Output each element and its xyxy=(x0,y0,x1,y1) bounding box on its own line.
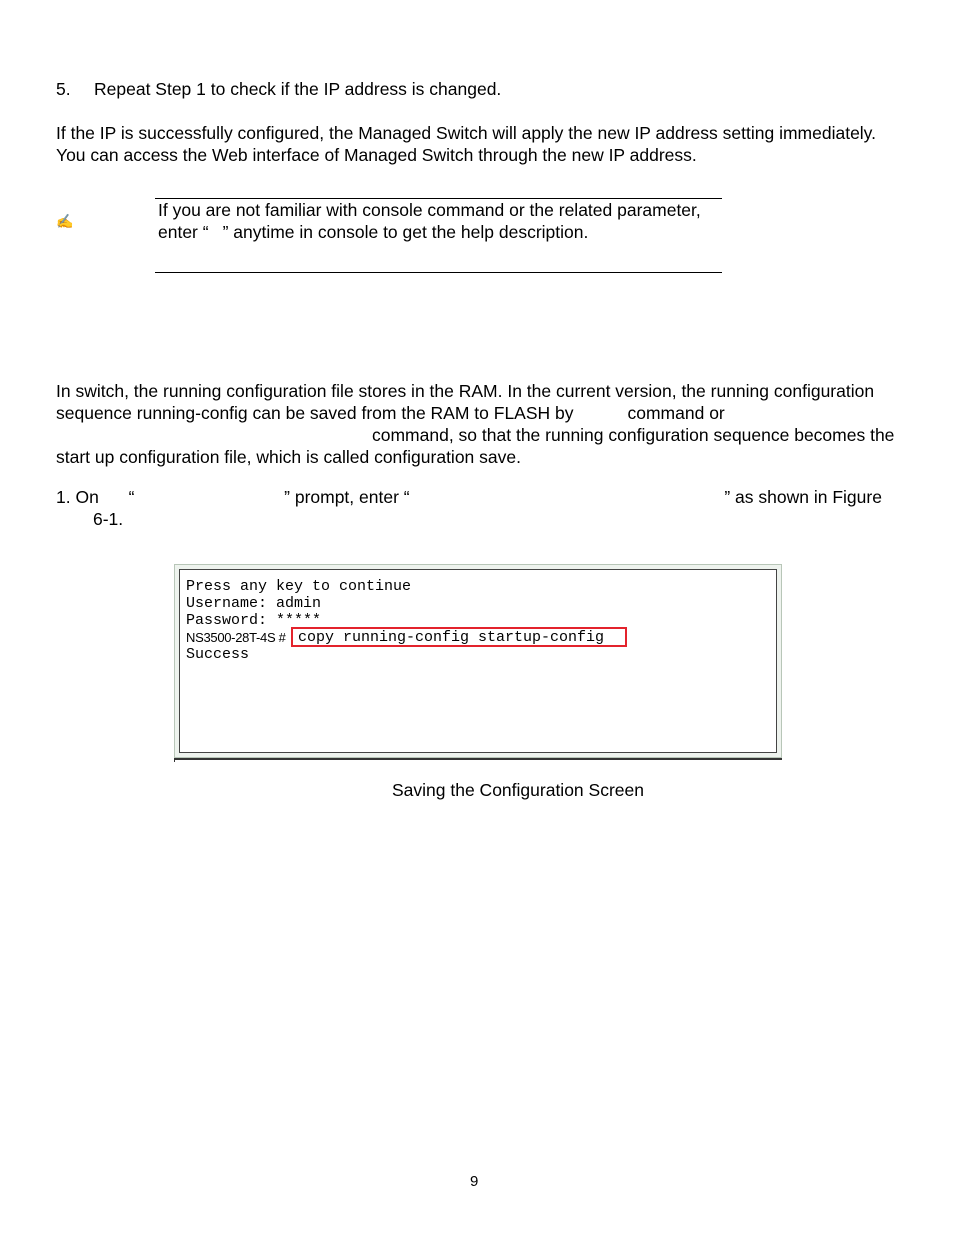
figure-rule xyxy=(174,758,782,760)
terminal-line-password: Password: ***** xyxy=(186,612,322,629)
paragraph-config-save-part3: command, so that the running configuration sequence becomes the start up configuration file, which is called configuration save. xyxy=(56,425,895,467)
terminal-prompt: NS3500-28T-4S # xyxy=(186,630,286,645)
list-item-1-figure-ref: ” as shown in Figure xyxy=(724,487,882,507)
note-text-part1: If you are not familiar with console command or the related parameter, enter “ xyxy=(158,200,701,242)
list-item-1-part1: 1. On xyxy=(56,487,99,507)
list-item-1-prompt-enter: ” prompt, enter “ xyxy=(284,487,410,507)
step-number: 5. xyxy=(56,79,71,99)
paragraph-config-save xyxy=(56,380,906,468)
list-item-1-open-quote: “ xyxy=(128,487,135,507)
figure-caption: Saving the Configuration Screen xyxy=(392,780,644,800)
terminal-window xyxy=(174,564,782,758)
page-number: 9 xyxy=(470,1173,479,1190)
terminal-screen xyxy=(179,569,777,753)
terminal-line-success: Success xyxy=(186,646,250,663)
terminal-line-press-key: Press any key to continue xyxy=(186,578,412,595)
list-item-1-cont: 6-1. xyxy=(93,509,124,529)
paragraph-config-save-part1: In switch, the running configuration file stores in the RAM. In the current version, the running configuration sequence running-config can be saved from the RAM to FLASH by xyxy=(56,381,875,423)
pencil-icon: ✍ xyxy=(56,213,74,229)
terminal-line-username: Username: admin xyxy=(186,595,322,612)
note-text-part2: ” anytime in console to get the help description. xyxy=(222,222,589,242)
paragraph-ip-config: If the IP is successfully configured, the Managed Switch will apply the new IP address setting immediately. You can access the Web interface of Managed Switch through the new IP address. xyxy=(56,123,876,165)
step-text: Repeat Step 1 to check if the IP address is changed. xyxy=(94,79,502,99)
note-text xyxy=(158,199,718,243)
paragraph-config-save-part2: command or xyxy=(627,403,725,423)
list-item-1 xyxy=(56,486,896,508)
note-bottom-rule xyxy=(155,272,722,273)
figure-rule-tick xyxy=(174,758,175,762)
terminal-command: copy running-config startup-config xyxy=(298,629,605,646)
